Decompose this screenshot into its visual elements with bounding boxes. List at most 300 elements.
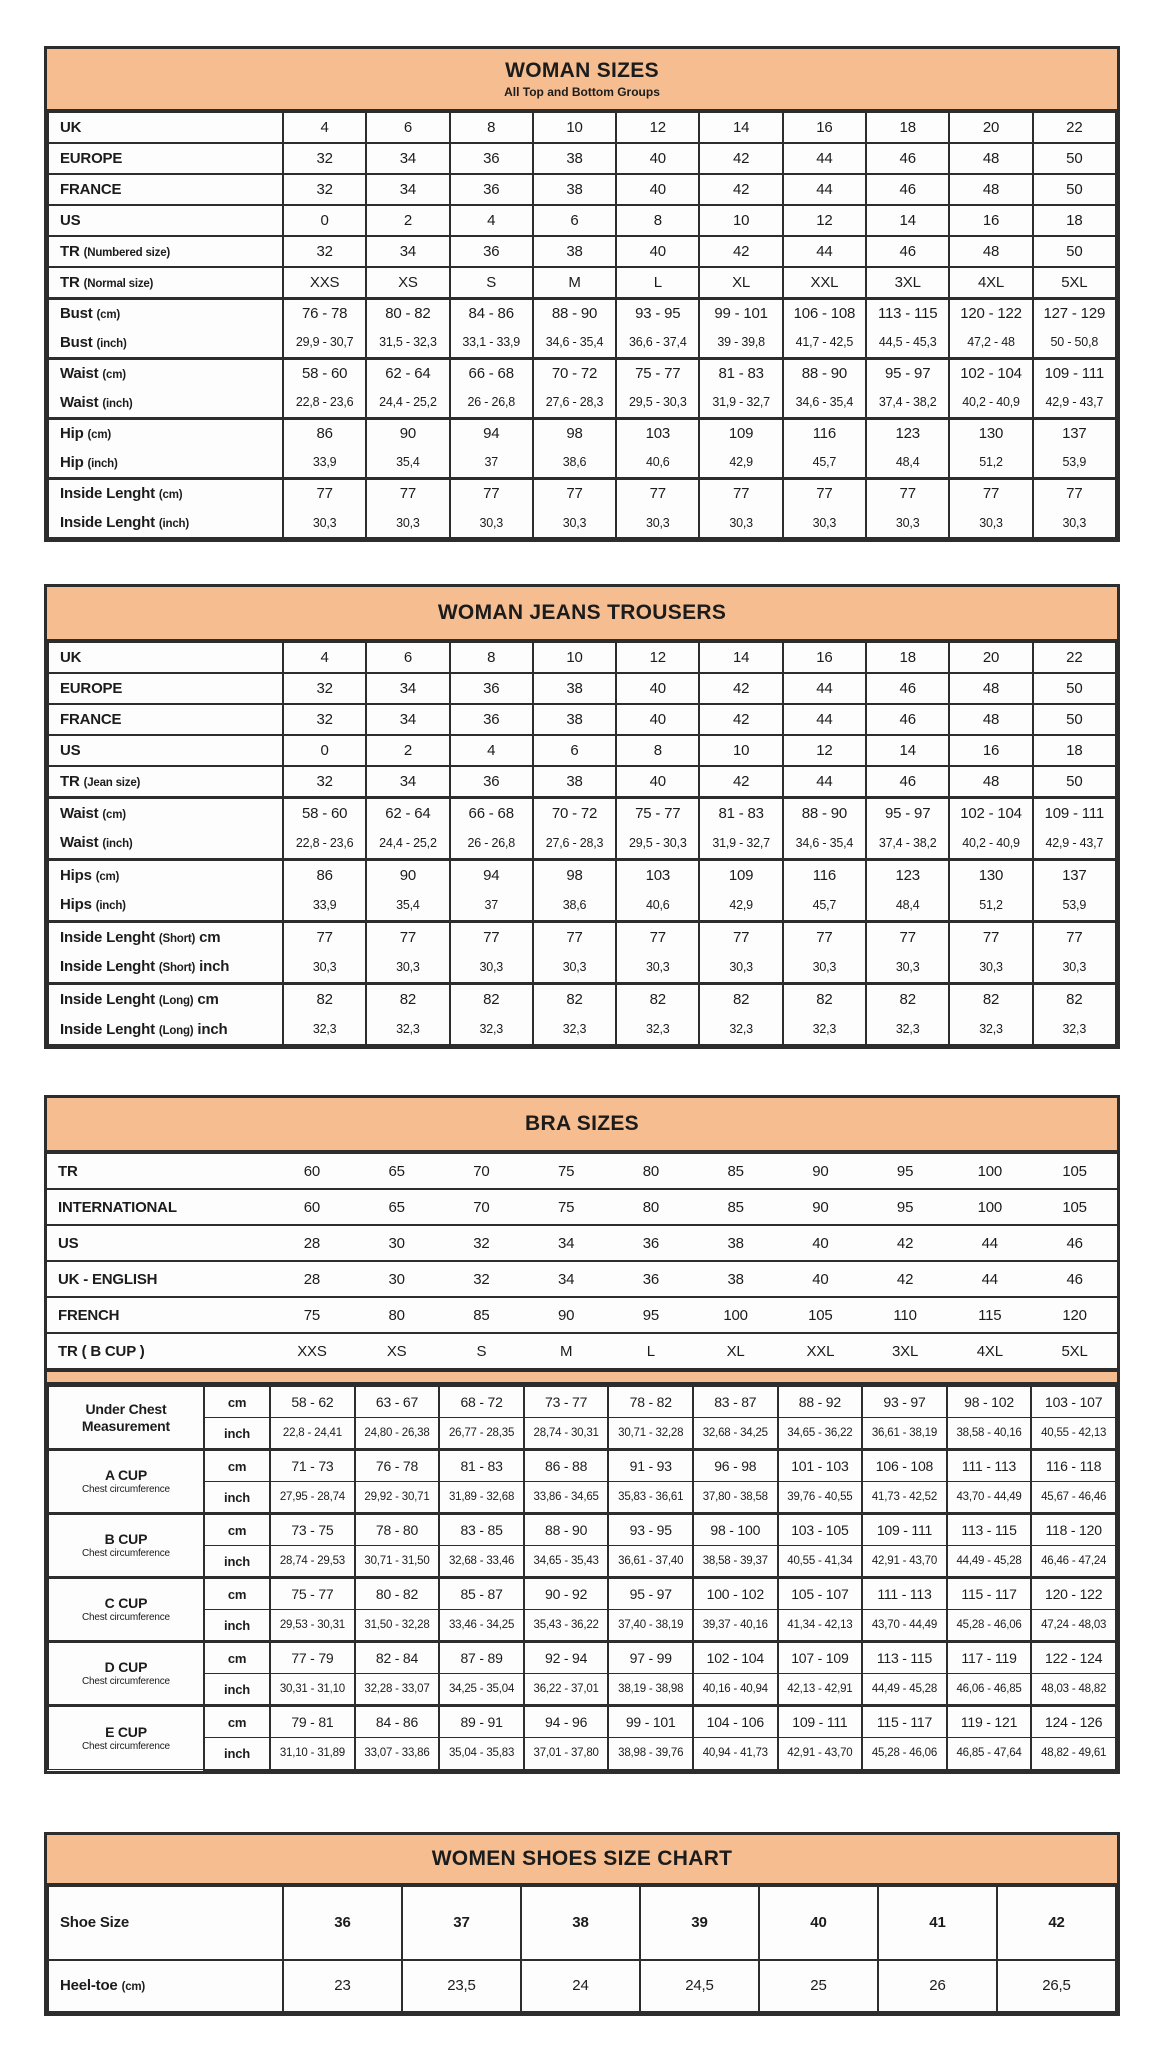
size-cell: 83 - 87 bbox=[693, 1386, 778, 1418]
size-cell: 44 bbox=[783, 143, 866, 174]
size-cell: 38,6 bbox=[533, 890, 616, 921]
size-cell: 93 - 95 bbox=[608, 1514, 693, 1546]
size-cell: XS bbox=[354, 1333, 439, 1369]
size-cell: 27,95 - 28,74 bbox=[270, 1482, 355, 1514]
size-cell: 77 bbox=[366, 921, 449, 952]
size-cell: 40 bbox=[616, 236, 699, 267]
measurement-row-cm bbox=[48, 1642, 1116, 1674]
size-cell: 40 bbox=[616, 673, 699, 704]
size-cell: 31,5 - 32,3 bbox=[366, 328, 449, 358]
row-label: Hips (inch) bbox=[48, 890, 283, 921]
size-cell: 31,9 - 32,7 bbox=[699, 828, 782, 859]
size-cell: 31,9 - 32,7 bbox=[699, 388, 782, 418]
table-row bbox=[47, 1153, 1117, 1189]
size-cell: 78 - 80 bbox=[355, 1514, 440, 1546]
size-cell: 26,5 bbox=[997, 1960, 1116, 2012]
size-cell: 46 bbox=[866, 174, 949, 205]
size-cell: 23,5 bbox=[402, 1960, 521, 2012]
measurement-row-inch bbox=[48, 1546, 1116, 1578]
size-cell: 98 bbox=[533, 859, 616, 890]
size-cell: 4 bbox=[450, 735, 533, 766]
size-cell: 105 bbox=[1032, 1189, 1117, 1225]
size-cell: 42 bbox=[699, 174, 782, 205]
size-cell: 40,16 - 40,94 bbox=[693, 1674, 778, 1706]
size-cell: 20 bbox=[949, 112, 1032, 143]
table-row bbox=[47, 1297, 1117, 1333]
size-cell: 39 bbox=[640, 1886, 759, 1960]
table-row bbox=[48, 478, 1116, 508]
size-cell: 12 bbox=[616, 112, 699, 143]
size-cell: 40 bbox=[778, 1261, 863, 1297]
size-cell: 58 - 62 bbox=[270, 1386, 355, 1418]
unit-cm-cell: cm bbox=[204, 1514, 270, 1546]
table-row bbox=[48, 952, 1116, 983]
table-row bbox=[48, 735, 1116, 766]
size-cell: 94 bbox=[450, 859, 533, 890]
size-cell: 45,67 - 46,46 bbox=[1031, 1482, 1116, 1514]
size-cell: 68 - 72 bbox=[439, 1386, 524, 1418]
size-cell: 116 bbox=[783, 418, 866, 448]
size-cell: 77 bbox=[699, 921, 782, 952]
size-cell: 31,89 - 32,68 bbox=[439, 1482, 524, 1514]
size-cell: 86 bbox=[283, 859, 366, 890]
table-row bbox=[47, 1261, 1117, 1297]
size-cell: 82 bbox=[366, 983, 449, 1014]
size-cell: 46 bbox=[1032, 1261, 1117, 1297]
bra-sizes-header bbox=[47, 1098, 1117, 1152]
size-cell: 40 bbox=[778, 1225, 863, 1261]
size-cell: 50 bbox=[1033, 704, 1116, 735]
size-cell: 84 - 86 bbox=[355, 1706, 440, 1738]
row-label: Bust (cm) bbox=[48, 298, 283, 328]
size-cell: 30 bbox=[354, 1261, 439, 1297]
size-cell: 36,61 - 37,40 bbox=[608, 1546, 693, 1578]
size-cell: 71 - 73 bbox=[270, 1450, 355, 1482]
size-cell: 70 bbox=[439, 1189, 524, 1225]
table-row bbox=[48, 358, 1116, 388]
size-cell: 40,94 - 41,73 bbox=[693, 1738, 778, 1770]
size-cell: 38 bbox=[533, 766, 616, 797]
size-cell: 36 bbox=[450, 236, 533, 267]
size-cell: 95 bbox=[609, 1297, 694, 1333]
size-cell: 30,3 bbox=[616, 508, 699, 538]
size-cell: XXL bbox=[778, 1333, 863, 1369]
size-cell: 70 bbox=[439, 1153, 524, 1189]
size-cell: 76 - 78 bbox=[355, 1450, 440, 1482]
measurement-row-inch bbox=[48, 1674, 1116, 1706]
size-cell: 66 - 68 bbox=[450, 358, 533, 388]
size-cell: 73 - 77 bbox=[524, 1386, 609, 1418]
size-cell: 105 bbox=[1032, 1153, 1117, 1189]
size-cell: 86 - 88 bbox=[524, 1450, 609, 1482]
row-label: UK bbox=[48, 642, 283, 673]
table-row bbox=[48, 388, 1116, 418]
size-cell: 130 bbox=[949, 859, 1032, 890]
size-cell: 44 bbox=[783, 704, 866, 735]
size-cell: 81 - 83 bbox=[439, 1450, 524, 1482]
size-cell: 45,7 bbox=[783, 448, 866, 478]
size-cell: 82 bbox=[949, 983, 1032, 1014]
size-cell: 6 bbox=[366, 642, 449, 673]
size-cell: 111 - 113 bbox=[862, 1578, 947, 1610]
size-cell: 45,28 - 46,06 bbox=[862, 1738, 947, 1770]
table-row bbox=[48, 859, 1116, 890]
size-cell: 109 bbox=[699, 859, 782, 890]
size-cell: 44 bbox=[783, 174, 866, 205]
size-cell: 35,4 bbox=[366, 448, 449, 478]
table-row bbox=[48, 673, 1116, 704]
size-cell: 36 bbox=[609, 1261, 694, 1297]
row-label: INTERNATIONAL bbox=[47, 1189, 270, 1225]
size-cell: 37,80 - 38,58 bbox=[693, 1482, 778, 1514]
size-cell: 73 - 75 bbox=[270, 1514, 355, 1546]
size-cell: 80 - 82 bbox=[355, 1578, 440, 1610]
size-cell: 24,80 - 26,38 bbox=[355, 1418, 440, 1450]
size-cell: 77 bbox=[949, 478, 1032, 508]
size-cell: 46 bbox=[866, 143, 949, 174]
size-cell: 44,5 - 45,3 bbox=[866, 328, 949, 358]
size-cell: 75 bbox=[524, 1153, 609, 1189]
size-cell: 76 - 78 bbox=[283, 298, 366, 328]
unit-cm-cell: cm bbox=[204, 1706, 270, 1738]
size-cell: 18 bbox=[1033, 205, 1116, 236]
table-row bbox=[48, 328, 1116, 358]
table-row bbox=[48, 983, 1116, 1014]
row-label: E CUP Chest circumference bbox=[48, 1706, 204, 1770]
size-cell: 77 bbox=[949, 921, 1032, 952]
measurement-row-cm bbox=[48, 1706, 1116, 1738]
table-row bbox=[48, 508, 1116, 538]
size-cell: 41,7 - 42,5 bbox=[783, 328, 866, 358]
size-cell: 24,4 - 25,2 bbox=[366, 388, 449, 418]
table-row bbox=[48, 1014, 1116, 1045]
size-cell: 30,3 bbox=[450, 508, 533, 538]
table-row bbox=[48, 174, 1116, 205]
size-cell: 26,77 - 28,35 bbox=[439, 1418, 524, 1450]
size-cell: 34 bbox=[524, 1261, 609, 1297]
measurement-row-cm bbox=[48, 1578, 1116, 1610]
size-cell: 70 - 72 bbox=[533, 797, 616, 828]
size-cell: 106 - 108 bbox=[862, 1450, 947, 1482]
size-cell: 33,9 bbox=[283, 890, 366, 921]
size-cell: 95 bbox=[863, 1153, 948, 1189]
size-cell: 0 bbox=[283, 205, 366, 236]
woman-jeans-title: WOMAN JEANS TROUSERS bbox=[437, 601, 727, 624]
table-row bbox=[48, 890, 1116, 921]
size-cell: 34 bbox=[366, 673, 449, 704]
woman-sizes-table bbox=[44, 46, 1120, 542]
size-cell: M bbox=[524, 1333, 609, 1369]
row-label: Inside Lenght (cm) bbox=[48, 478, 283, 508]
size-cell: 46 bbox=[1032, 1225, 1117, 1261]
unit-cm-cell: cm bbox=[204, 1450, 270, 1482]
woman-sizes-subtitle: All Top and Bottom Groups bbox=[504, 85, 660, 99]
size-cell: 103 bbox=[616, 859, 699, 890]
size-cell: 82 bbox=[283, 983, 366, 1014]
row-label: Under Chest Measurement bbox=[48, 1386, 204, 1450]
size-cell: 34,65 - 35,43 bbox=[524, 1546, 609, 1578]
size-cell: 75 bbox=[270, 1297, 355, 1333]
size-cell: 32 bbox=[439, 1261, 524, 1297]
size-cell: 44,49 - 45,28 bbox=[862, 1674, 947, 1706]
size-cell: 40 bbox=[616, 174, 699, 205]
size-cell: 30,3 bbox=[366, 952, 449, 983]
size-cell: 44 bbox=[783, 236, 866, 267]
size-cell: 87 - 89 bbox=[439, 1642, 524, 1674]
table-row bbox=[47, 1189, 1117, 1225]
size-cell: 111 - 113 bbox=[947, 1450, 1032, 1482]
size-cell: 31,10 - 31,89 bbox=[270, 1738, 355, 1770]
size-cell: 115 - 117 bbox=[862, 1706, 947, 1738]
size-cell: 36 bbox=[450, 174, 533, 205]
size-cell: 32,3 bbox=[866, 1014, 949, 1045]
size-cell: 88 - 90 bbox=[783, 797, 866, 828]
size-cell: 62 - 64 bbox=[366, 358, 449, 388]
unit-inch-cell: inch bbox=[204, 1674, 270, 1706]
size-cell: 14 bbox=[699, 642, 782, 673]
size-cell: 106 - 108 bbox=[783, 298, 866, 328]
size-cell: 103 - 105 bbox=[778, 1514, 863, 1546]
size-cell: 85 bbox=[693, 1189, 778, 1225]
size-cell: 42 bbox=[699, 766, 782, 797]
size-cell: 36,6 - 37,4 bbox=[616, 328, 699, 358]
measurement-row-inch bbox=[48, 1738, 1116, 1770]
size-cell: 33,07 - 33,86 bbox=[355, 1738, 440, 1770]
size-cell: 12 bbox=[783, 735, 866, 766]
size-cell: 81 - 83 bbox=[699, 358, 782, 388]
size-cell: 30,71 - 31,50 bbox=[355, 1546, 440, 1578]
size-cell: 24,5 bbox=[640, 1960, 759, 2012]
size-cell: 50 bbox=[1033, 174, 1116, 205]
size-cell: 94 bbox=[450, 418, 533, 448]
size-cell: 30,3 bbox=[533, 508, 616, 538]
size-cell: 38,19 - 38,98 bbox=[608, 1674, 693, 1706]
size-cell: 90 bbox=[366, 859, 449, 890]
size-cell: 29,5 - 30,3 bbox=[616, 828, 699, 859]
size-cell: 34 bbox=[366, 236, 449, 267]
size-cell: 83 - 85 bbox=[439, 1514, 524, 1546]
size-cell: 124 - 126 bbox=[1031, 1706, 1116, 1738]
size-cell: 32,3 bbox=[1033, 1014, 1116, 1045]
size-cell: 98 bbox=[533, 418, 616, 448]
size-cell: 34 bbox=[524, 1225, 609, 1261]
size-cell: 12 bbox=[616, 642, 699, 673]
size-cell: 109 - 111 bbox=[1033, 797, 1116, 828]
size-cell: 27,6 - 28,3 bbox=[533, 388, 616, 418]
size-cell: 42,91 - 43,70 bbox=[778, 1738, 863, 1770]
size-cell: 38 bbox=[533, 704, 616, 735]
shoes-size-header bbox=[47, 1835, 1117, 1885]
size-cell: 8 bbox=[450, 112, 533, 143]
size-cell: 35,04 - 35,83 bbox=[439, 1738, 524, 1770]
row-label: C CUP Chest circumference bbox=[48, 1578, 204, 1642]
size-cell: 103 - 107 bbox=[1031, 1386, 1116, 1418]
size-cell: 113 - 115 bbox=[862, 1642, 947, 1674]
size-cell: 40 bbox=[616, 766, 699, 797]
size-cell: 48,03 - 48,82 bbox=[1031, 1674, 1116, 1706]
size-cell: 77 bbox=[616, 921, 699, 952]
size-cell: 82 bbox=[533, 983, 616, 1014]
size-cell: 98 - 100 bbox=[693, 1514, 778, 1546]
size-cell: 6 bbox=[533, 735, 616, 766]
size-cell: 103 bbox=[616, 418, 699, 448]
size-cell: 77 bbox=[283, 478, 366, 508]
size-cell: 34,25 - 35,04 bbox=[439, 1674, 524, 1706]
size-cell: XL bbox=[693, 1333, 778, 1369]
row-label: Hips (cm) bbox=[48, 859, 283, 890]
size-cell: 58 - 60 bbox=[283, 797, 366, 828]
size-cell: 30,3 bbox=[283, 508, 366, 538]
size-cell: 42,9 bbox=[699, 448, 782, 478]
size-cell: 82 bbox=[1033, 983, 1116, 1014]
size-cell: 120 - 122 bbox=[1031, 1578, 1116, 1610]
size-cell: 90 bbox=[778, 1153, 863, 1189]
size-cell: 48,82 - 49,61 bbox=[1031, 1738, 1116, 1770]
size-cell: 38,58 - 39,37 bbox=[693, 1546, 778, 1578]
row-label: A CUP Chest circumference bbox=[48, 1450, 204, 1514]
size-cell: 36 bbox=[609, 1225, 694, 1261]
size-cell: 18 bbox=[866, 642, 949, 673]
size-cell: 46,06 - 46,85 bbox=[947, 1674, 1032, 1706]
table-row bbox=[47, 1333, 1117, 1369]
size-cell: 30,3 bbox=[616, 952, 699, 983]
size-cell: 39,76 - 40,55 bbox=[778, 1482, 863, 1514]
size-cell: 105 bbox=[778, 1297, 863, 1333]
size-cell: 2 bbox=[366, 205, 449, 236]
size-cell: 28 bbox=[270, 1261, 355, 1297]
size-cell: 46 bbox=[866, 236, 949, 267]
measurement-row-inch bbox=[48, 1610, 1116, 1642]
size-cell: 75 bbox=[524, 1189, 609, 1225]
size-cell: 77 bbox=[366, 478, 449, 508]
size-cell: 77 bbox=[283, 921, 366, 952]
size-cell: 123 bbox=[866, 859, 949, 890]
size-cell: 60 bbox=[270, 1153, 355, 1189]
unit-inch-cell: inch bbox=[204, 1738, 270, 1770]
size-cell: 77 - 79 bbox=[270, 1642, 355, 1674]
table-row bbox=[48, 418, 1116, 448]
size-cell: 41,73 - 42,52 bbox=[862, 1482, 947, 1514]
row-label: FRANCE bbox=[48, 174, 283, 205]
size-cell: 78 - 82 bbox=[608, 1386, 693, 1418]
spacer bbox=[44, 1049, 1120, 1095]
size-cell: 40,6 bbox=[616, 448, 699, 478]
row-label: Shoe Size bbox=[48, 1886, 283, 1960]
size-cell: 32,68 - 34,25 bbox=[693, 1418, 778, 1450]
size-cell: 51,2 bbox=[949, 890, 1032, 921]
size-cell: 30,3 bbox=[699, 952, 782, 983]
size-cell: 50 bbox=[1033, 673, 1116, 704]
size-cell: 20 bbox=[949, 642, 1032, 673]
size-cell: 65 bbox=[354, 1153, 439, 1189]
size-cell: 38 bbox=[521, 1886, 640, 1960]
size-cell: 32 bbox=[283, 143, 366, 174]
table-row bbox=[48, 766, 1116, 797]
size-cell: 32 bbox=[283, 704, 366, 735]
size-cell: 118 - 120 bbox=[1031, 1514, 1116, 1546]
size-cell: 88 - 90 bbox=[524, 1514, 609, 1546]
size-cell: 37,4 - 38,2 bbox=[866, 828, 949, 859]
size-cell: 40,6 bbox=[616, 890, 699, 921]
size-cell: 4 bbox=[450, 205, 533, 236]
size-cell: 36 bbox=[450, 143, 533, 174]
size-cell: 30,3 bbox=[699, 508, 782, 538]
size-cell: 26 - 26,8 bbox=[450, 828, 533, 859]
size-cell: 63 - 67 bbox=[355, 1386, 440, 1418]
size-cell: 102 - 104 bbox=[693, 1642, 778, 1674]
size-cell: 23 bbox=[283, 1960, 402, 2012]
size-cell: 30,3 bbox=[1033, 952, 1116, 983]
woman-sizes-title: WOMAN SIZES bbox=[505, 59, 659, 82]
table-row bbox=[48, 828, 1116, 859]
row-label: Bust (inch) bbox=[48, 328, 283, 358]
size-cell: 82 bbox=[783, 983, 866, 1014]
row-label: Hip (inch) bbox=[48, 448, 283, 478]
size-cell: 100 - 102 bbox=[693, 1578, 778, 1610]
size-cell: 41 bbox=[878, 1886, 997, 1960]
size-cell: 82 bbox=[450, 983, 533, 1014]
size-cell: 33,46 - 34,25 bbox=[439, 1610, 524, 1642]
row-label: B CUP Chest circumference bbox=[48, 1514, 204, 1578]
size-cell: 8 bbox=[616, 735, 699, 766]
size-cell: 95 bbox=[863, 1189, 948, 1225]
size-cell: 30,3 bbox=[866, 508, 949, 538]
size-cell: 14 bbox=[699, 112, 782, 143]
row-label: US bbox=[47, 1225, 270, 1261]
shoes-size-title: WOMEN SHOES SIZE CHART bbox=[431, 1846, 733, 1870]
size-cell: 77 bbox=[450, 478, 533, 508]
size-cell: 77 bbox=[616, 478, 699, 508]
size-cell: 32,68 - 33,46 bbox=[439, 1546, 524, 1578]
size-cell: 50 bbox=[1033, 766, 1116, 797]
row-label: Waist (inch) bbox=[48, 828, 283, 859]
measurement-row-cm bbox=[48, 1514, 1116, 1546]
size-cell: M bbox=[533, 267, 616, 298]
size-cell: 44 bbox=[783, 766, 866, 797]
table-row bbox=[48, 448, 1116, 478]
size-cell: 62 - 64 bbox=[366, 797, 449, 828]
size-cell: 77 bbox=[450, 921, 533, 952]
size-cell: 38 bbox=[693, 1261, 778, 1297]
size-cell: 44 bbox=[947, 1225, 1032, 1261]
size-cell: 0 bbox=[283, 735, 366, 766]
size-cell: 90 bbox=[524, 1297, 609, 1333]
size-cell: 82 - 84 bbox=[355, 1642, 440, 1674]
table-row bbox=[48, 1886, 1116, 1960]
size-cell: 42 bbox=[699, 673, 782, 704]
size-cell: 80 bbox=[354, 1297, 439, 1333]
size-cell: 38 bbox=[533, 673, 616, 704]
size-cell: 34 bbox=[366, 766, 449, 797]
size-cell: 32,28 - 33,07 bbox=[355, 1674, 440, 1706]
size-cell: 113 - 115 bbox=[947, 1514, 1032, 1546]
table-row bbox=[48, 797, 1116, 828]
size-cell: 46,46 - 47,24 bbox=[1031, 1546, 1116, 1578]
unit-inch-cell: inch bbox=[204, 1482, 270, 1514]
size-cell: 42 bbox=[863, 1225, 948, 1261]
row-label: Inside Lenght (Long) cm bbox=[48, 983, 283, 1014]
size-cell: 137 bbox=[1033, 418, 1116, 448]
size-cell: 32 bbox=[283, 673, 366, 704]
size-cell: 86 bbox=[283, 418, 366, 448]
row-label: FRANCE bbox=[48, 704, 283, 735]
size-cell: 46 bbox=[866, 673, 949, 704]
size-cell: 30,3 bbox=[1033, 508, 1116, 538]
table-row bbox=[48, 642, 1116, 673]
row-label: FRENCH bbox=[47, 1297, 270, 1333]
size-cell: XXL bbox=[783, 267, 866, 298]
size-cell: 30,3 bbox=[783, 952, 866, 983]
